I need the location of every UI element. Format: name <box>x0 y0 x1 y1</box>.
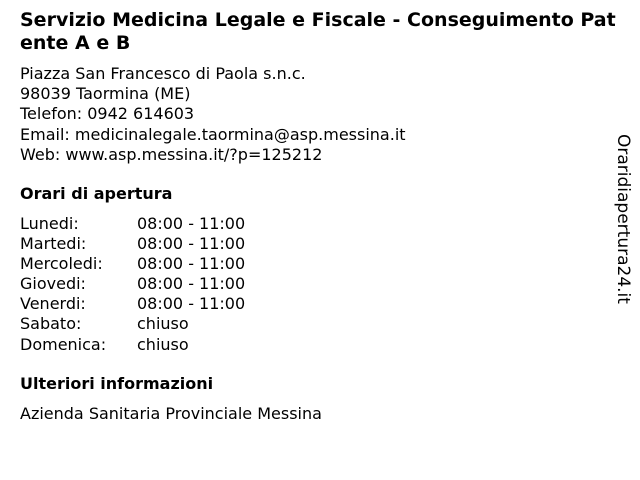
hours-value: chiuso <box>137 314 189 334</box>
day-label: Venerdi: <box>20 294 86 314</box>
street-address: Piazza San Francesco di Paola s.n.c. <box>20 64 306 83</box>
page-title: Servizio Medicina Legale e Fiscale - Conseguimento Patente A e B <box>20 9 616 54</box>
further-info-text: Azienda Sanitaria Provinciale Messina <box>20 404 322 423</box>
hours-row-saturday <box>20 314 245 334</box>
hours-row-friday <box>20 294 245 314</box>
hours-row-monday <box>20 214 245 234</box>
phone-line: Telefon: 0942 614603 <box>20 104 195 124</box>
address-block <box>20 64 406 165</box>
further-info-heading: Ulteriori informazioni <box>20 374 214 393</box>
day-label: Lunedi: <box>20 214 79 233</box>
day-label: Giovedi: <box>20 274 86 294</box>
day-label: Domenica: <box>20 334 107 354</box>
hours-value: 08:00 - 11:00 <box>137 214 246 233</box>
hours-value: 08:00 - 11:00 <box>137 274 246 294</box>
hours-row-sunday <box>20 335 245 355</box>
hours-row-thursday <box>20 274 245 294</box>
opening-hours-heading: Orari di apertura <box>20 184 173 203</box>
hours-value: 08:00 - 11:00 <box>137 254 246 274</box>
email-line: Email: medicinalegale.taormina@asp.messina.it <box>20 124 406 144</box>
hours-row-tuesday <box>20 234 245 254</box>
web-line: Web: www.asp.messina.it/?p=125212 <box>20 144 323 164</box>
day-label: Martedi: <box>20 234 87 254</box>
hours-value: 08:00 - 11:00 <box>137 234 246 254</box>
city-line: 98039 Taormina (ME) <box>20 84 191 104</box>
hours-row-wednesday <box>20 254 245 274</box>
site-watermark: Oraridiapertura24.it <box>613 134 633 304</box>
hours-value: chiuso <box>137 334 189 354</box>
day-label: Mercoledi: <box>20 254 103 274</box>
opening-hours-table <box>20 214 245 355</box>
day-label: Sabato: <box>20 314 82 334</box>
hours-value: 08:00 - 11:00 <box>137 294 246 314</box>
